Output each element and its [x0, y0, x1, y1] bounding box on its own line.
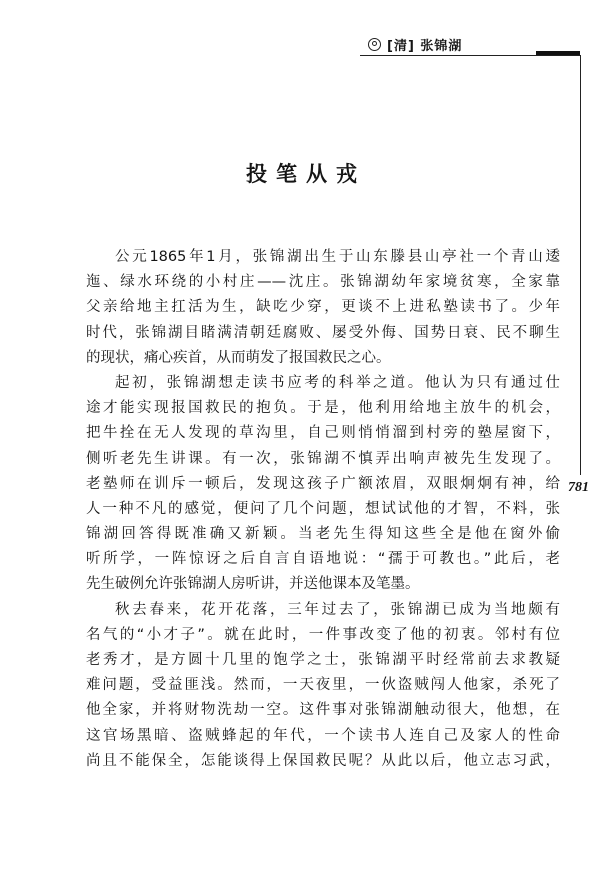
text-line: 这官场黑暗、盗贼蜂起的年代，一个读书人连自己及家人的性命 — [86, 727, 560, 744]
text-line: 秋去春来，花开花落，三年过去了，张锦湖已成为当地颇有 — [115, 601, 560, 618]
text-line: 途才能实现报国救民的抱负。于是，他利用给地主放牛的机会， — [86, 400, 560, 417]
body-text — [86, 245, 560, 774]
header-rule-accent — [536, 51, 580, 55]
text-line: 先生破例允许张锦湖人房听讲，并送他课本及笔墨。 — [86, 576, 420, 593]
header-rule — [360, 55, 580, 56]
target-circle-icon — [368, 38, 381, 51]
chapter-title: 投笔从戎 — [246, 162, 366, 186]
text-line: 人一种不凡的感觉，便问了几个问题，想试试他的才智，不料，张 — [86, 500, 560, 517]
text-line: 尚且不能保全，怎能谈得上保国救民呢？从此以后，他立志习武， — [86, 752, 560, 769]
text-line: 侧听老先生讲课。有一次，张锦湖不慎弄出响声被先生发现了。 — [86, 450, 560, 467]
side-rule — [580, 55, 581, 475]
text-line: 锦湖回答得既准确又新颖。当老先生得知这些全是他在窗外偷 — [86, 526, 560, 543]
running-head — [368, 34, 462, 54]
text-line: 时代，张锦湖目睹满清朝廷腐败、屡受外侮、国势日衰、民不聊生 — [86, 324, 560, 341]
text-line: 的现状，痛心疾首，从而萌发了报国救民之心。 — [86, 349, 391, 366]
page-number: 781 — [568, 480, 589, 495]
text-line: 听所学，一阵惊讶之后自言自语地说：“孺于可教也。”此后，老 — [86, 551, 560, 568]
text-line: 难问题，受益匪浅。然而，一天夜里，一伙盗贼闯人他家，杀死了 — [86, 677, 560, 694]
text-line: 老塾师在训斥一顿后，发现这孩子广额浓眉，双眼炯炯有神，给 — [86, 475, 560, 492]
text-line: 老秀才，是方圆十几里的饱学之士，张锦湖平时经常前去求教疑 — [86, 652, 560, 668]
text-line: 公元1865年1月，张锦湖出生于山东滕县山亭社一个青山逶 — [115, 249, 560, 265]
text-line: 他全家，并将财物洗劫一空。这件事对张锦湖触动很大，他想，在 — [86, 702, 560, 719]
text-line: 名气的“小才子”。就在此时，一件事改变了他的初衷。邻村有位 — [86, 626, 560, 643]
text-line: 迤、绿水环绕的小村庄——沈庄。张锦湖幼年家境贫寒，全家靠 — [86, 274, 560, 291]
text-line: 起初，张锦湖想走读书应考的科举之道。他认为只有通过仕 — [115, 374, 560, 391]
text-line: 把牛拴在无人发现的草沟里，自己则悄悄溜到村旁的塾屋窗下， — [86, 425, 560, 442]
running-head-text: [清] 张锦湖 — [387, 38, 463, 54]
text-line: 父亲给地主扛活为生，缺吃少穿，更谈不上进私塾读书了。少年 — [86, 299, 560, 316]
